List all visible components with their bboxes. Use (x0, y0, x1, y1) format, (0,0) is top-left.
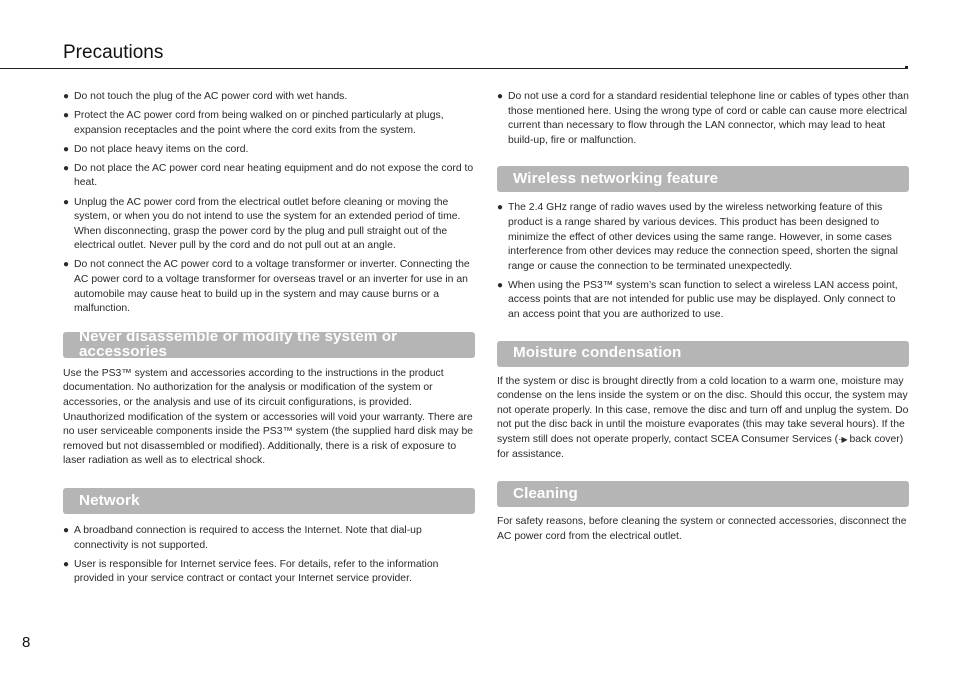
list-item: ● Do not place heavy items on the cord. (63, 143, 475, 158)
section-heading-network: Network (63, 488, 475, 514)
left-column (63, 90, 475, 591)
cord-bullet-list (497, 90, 909, 148)
bullet-icon: ● (63, 91, 70, 102)
section-heading-wireless: Wireless networking feature (497, 166, 909, 192)
bullet-icon: ● (497, 91, 504, 102)
cleaning-paragraph: For safety reasons, before cleaning the system or connected accessories, disconnect the AC power cord from the electrical outlet. (497, 516, 907, 542)
list-item: ● Do not place the AC power cord near heating equipment and do not expose the cord to heat. (63, 162, 474, 189)
bullet-icon: ● (63, 196, 70, 208)
disassemble-paragraph: Use the PS3™ system and accessories according to the instructions in the product documentation. No authorization for the analysis or modification of the system or accessories, or the analysis and use of its circuit configurations, is provided. Unauthorized modification of the system or accessories will void your warranty. There are no user serviceable components inside the PS3™ system (the supplied hard disk may be removed but not disassembled or modified). Additionally, there is a risk of exposure to laser radiation as well as to electrical shock. (63, 367, 474, 467)
power-cord-bullet-list (63, 90, 475, 317)
header-rule-end-mark (905, 66, 908, 69)
bullet-icon: ● (63, 524, 70, 536)
bullet-icon: ● (63, 162, 70, 174)
right-column (497, 90, 909, 544)
header-rule (0, 68, 908, 69)
bullet-icon: ● (63, 110, 70, 122)
list-item: ● Do not use a cord for a standard residential telephone line or cables of types other than those mentioned here. Using the wrong type of cord or cable can cause more electrical current than necessary to flow through the LAN connector, which may lead to heat build-up, fire or malfunction. (497, 91, 909, 146)
list-item: ● User is responsible for Internet service fees. For details, refer to the information provided in your service contract or contact your Internet service provider. (63, 558, 439, 585)
section-heading-cleaning: Cleaning (497, 481, 909, 507)
section-heading-disassemble: Never disassemble or modify the system or accessories (63, 332, 475, 358)
bullet-icon: ● (63, 558, 70, 570)
see-reference-arrow-icon: ··▶ (838, 435, 847, 444)
moisture-paragraph: If the system or disc is brought directly from a cold location to a warm one, moisture may condense on the lens inside the system or on the disc. Should this occur, the system may not operate properly. In this case, remove the disc and turn off and unplug the system. Do not put the disc back in until the moisture evaporates (this may take several hours). If the system still does not operate properly, contact SCEA Consumer Services (··▶ back cover) for assistance. (497, 375, 909, 460)
page-title: Precautions (63, 42, 164, 63)
bullet-icon: ● (497, 202, 504, 214)
bullet-icon: ● (63, 143, 70, 155)
list-item: ● Do not touch the plug of the AC power cord with wet hands. (63, 90, 475, 105)
bullet-icon: ● (63, 259, 70, 271)
list-item: ● The 2.4 GHz range of radio waves used by the wireless networking feature of this product is a range shared by various devices. This product has been designed to minimize the effect of other devices using the same range. However, in some cases interference from other devices may reduce the connection speed, shorten the signal range or cause the connection to be terminated unexpectedly. (497, 202, 898, 272)
network-bullet-list (63, 524, 475, 587)
bullet-icon: ● (497, 279, 504, 291)
list-item: ● Unplug the AC power cord from the electrical outlet before cleaning or moving the system, or when you do not intend to use the system for an extended period of time. When disconnecting, grasp the power cord by the plug and pull straight out of the electrical outlet. Never pull by the cord and do not pull out at an angle. (63, 196, 461, 252)
section-heading-moisture: Moisture condensation (497, 341, 909, 367)
list-item: ● A broadband connection is required to access the Internet. Note that dial-up connectivity is not supported. (63, 524, 422, 551)
wireless-bullet-list (497, 201, 909, 322)
list-item: ● Protect the AC power cord from being walked on or pinched particularly at plugs, expansion receptacles and the point where the cord exits from the system. (63, 110, 444, 136)
list-item: ● When using the PS3™ system’s scan function to select a wireless LAN access point, access points that are not intended for public use may be displayed. Only connect to an access point that you are authorized to use. (497, 279, 898, 321)
list-item: ● Do not connect the AC power cord to a voltage transformer or inverter. Connecting the AC power cord to a voltage transformer for overseas travel or an inverter for use in an automobile may cause heat to build up in the system and may cause burns or a malfunction. (63, 259, 470, 315)
page-number: 8 (22, 634, 31, 651)
